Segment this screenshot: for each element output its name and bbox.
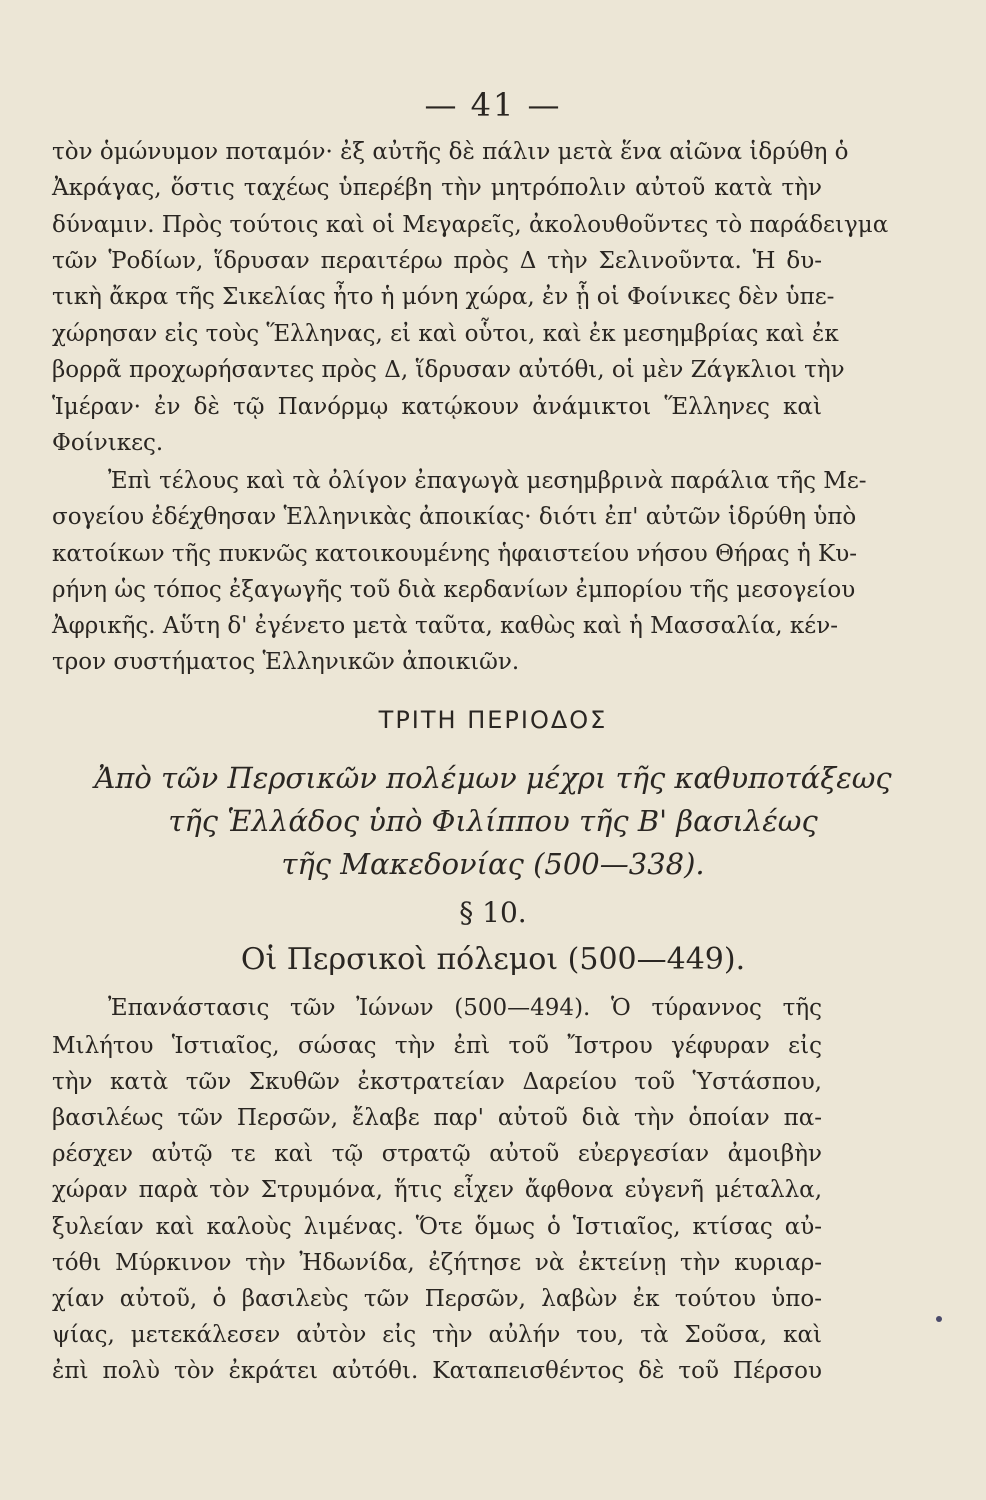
period-subtitle-line: τῆς Ἑλλάδος ὑπὸ Φιλίππου τῆς Β' βασιλέως: [168, 804, 818, 838]
text-line: Φοίνικες.: [52, 430, 164, 456]
text-line: Μιλήτου Ἱστιαῖος, σώσας τὴν ἐπὶ τοῦ Ἴστρου γέφυραν εἰς: [52, 1033, 822, 1059]
ink-dot: [936, 1316, 942, 1322]
text-line: βορρᾶ προχωρήσαντες πρὸς Δ, ἵδρυσαν αὐτόθι, οἱ μὲν Ζάγκλιοι τὴν: [52, 357, 845, 383]
text-line: δύναμιν. Πρὸς τούτοις καὶ οἱ Μεγαρεῖς, ἀκολουθοῦντες τὸ παράδειγμα: [52, 212, 889, 238]
period-subtitle-line: Ἀπὸ τῶν Περσικῶν πολέμων μέχρι τῆς καθυποτάξεως: [94, 761, 892, 795]
text-line: χώραν παρὰ τὸν Στρυμόνα, ἥτις εἶχεν ἄφθονα εὐγενῆ μέταλλα,: [52, 1177, 822, 1203]
section-number: § 10.: [459, 896, 527, 929]
text-line: ξυλείαν καὶ καλοὺς λιμένας. Ὅτε ὅμως ὁ Ἱστιαῖος, κτίσας αὐ-: [52, 1214, 822, 1240]
section-title: Οἱ Περσικοὶ πόλεμοι (500—449).: [240, 942, 746, 977]
text-line: βασιλέως τῶν Περσῶν, ἔλαβε παρ' αὐτοῦ διὰ τὴν ὁποίαν πα-: [52, 1105, 822, 1131]
text-line: ψίας, μετεκάλεσεν αὐτὸν εἰς τὴν αὐλήν του, τὰ Σοῦσα, καὶ: [52, 1322, 822, 1348]
text-line: χώρησαν εἰς τοὺς Ἕλληνας, εἰ καὶ οὗτοι, καὶ ἐκ μεσημβρίας καὶ ἐκ: [52, 321, 839, 347]
page-number: — 41 —: [424, 86, 562, 124]
text-line: Ἀφρικῆς. Αὕτη δ' ἐγένετο μετὰ ταῦτα, καθὼς καὶ ἡ Μασσαλία, κέν-: [52, 613, 838, 639]
text-line: χίαν αὐτοῦ, ὁ βασιλεὺς τῶν Περσῶν, λαβὼν ἐκ τούτου ὑπο-: [52, 1286, 822, 1312]
text-line: ρήνη ὡς τόπος ἐξαγωγῆς τοῦ διὰ κερδανίων ἐμπορίου τῆς μεσογείου: [52, 577, 856, 603]
text-line: Ἐπὶ τέλους καὶ τὰ ὀλίγον ἐπαγωγὰ μεσημβρινὰ παράλια τῆς Με-: [108, 468, 867, 494]
text-line: ρέσχεν αὐτῷ τε καὶ τῷ στρατῷ αὐτοῦ εὐεργεσίαν ἀμοιβὴν: [52, 1141, 822, 1167]
text-line: τρον συστήματος Ἑλληνικῶν ἀποικιῶν.: [52, 649, 520, 675]
period-heading: ΤΡΙΤΗ ΠΕΡΙΟΔΟΣ: [378, 706, 608, 734]
text-line: τῶν Ῥοδίων, ἵδρυσαν περαιτέρω πρὸς Δ τὴν Σελινοῦντα. Ἡ δυ-: [52, 248, 822, 274]
text-line: τόθι Μύρκινον τὴν Ἠδωνίδα, ἐζήτησε νὰ ἐκτείνῃ τὴν κυριαρ-: [52, 1250, 822, 1276]
text-line: τὴν κατὰ τῶν Σκυθῶν ἐκστρατείαν Δαρείου τοῦ Ὑστάσπου,: [52, 1069, 822, 1095]
text-line: σογείου ἐδέχθησαν Ἑλληνικὰς ἀποικίας· διότι ἐπ' αὐτῶν ἱδρύθη ὑπὸ: [52, 504, 857, 530]
period-subtitle-line: τῆς Μακεδονίας (500—338).: [281, 847, 705, 881]
text-line: Ἱμέραν· ἐν δὲ τῷ Πανόρμῳ κατῴκουν ἀνάμικτοι Ἕλληνες καὶ: [52, 394, 822, 420]
text-line: ἐπὶ πολὺ τὸν ἐκράτει αὐτόθι. Καταπεισθέντος δὲ τοῦ Πέρσου: [52, 1358, 822, 1384]
text-line: κατοίκων τῆς πυκνῶς κατοικουμένης ἡφαιστείου νήσου Θήρας ἡ Κυ-: [52, 541, 857, 567]
text-line: τικὴ ἄκρα τῆς Σικελίας ἦτο ἡ μόνη χώρα, ἐν ᾗ οἱ Φοίνικες δὲν ὑπε-: [52, 284, 835, 310]
text-line: τὸν ὁμώνυμον ποταμόν· ἐξ αὐτῆς δὲ πάλιν μετὰ ἕνα αἰῶνα ἱδρύθη ὁ: [52, 139, 849, 165]
text-line: Ἀκράγας, ὅστις ταχέως ὑπερέβη τὴν μητρόπολιν αὐτοῦ κατὰ τὴν: [52, 175, 822, 201]
text-line: Ἐπανάστασις τῶν Ἰώνων (500—494). Ὁ τύραννος τῆς: [108, 995, 822, 1021]
